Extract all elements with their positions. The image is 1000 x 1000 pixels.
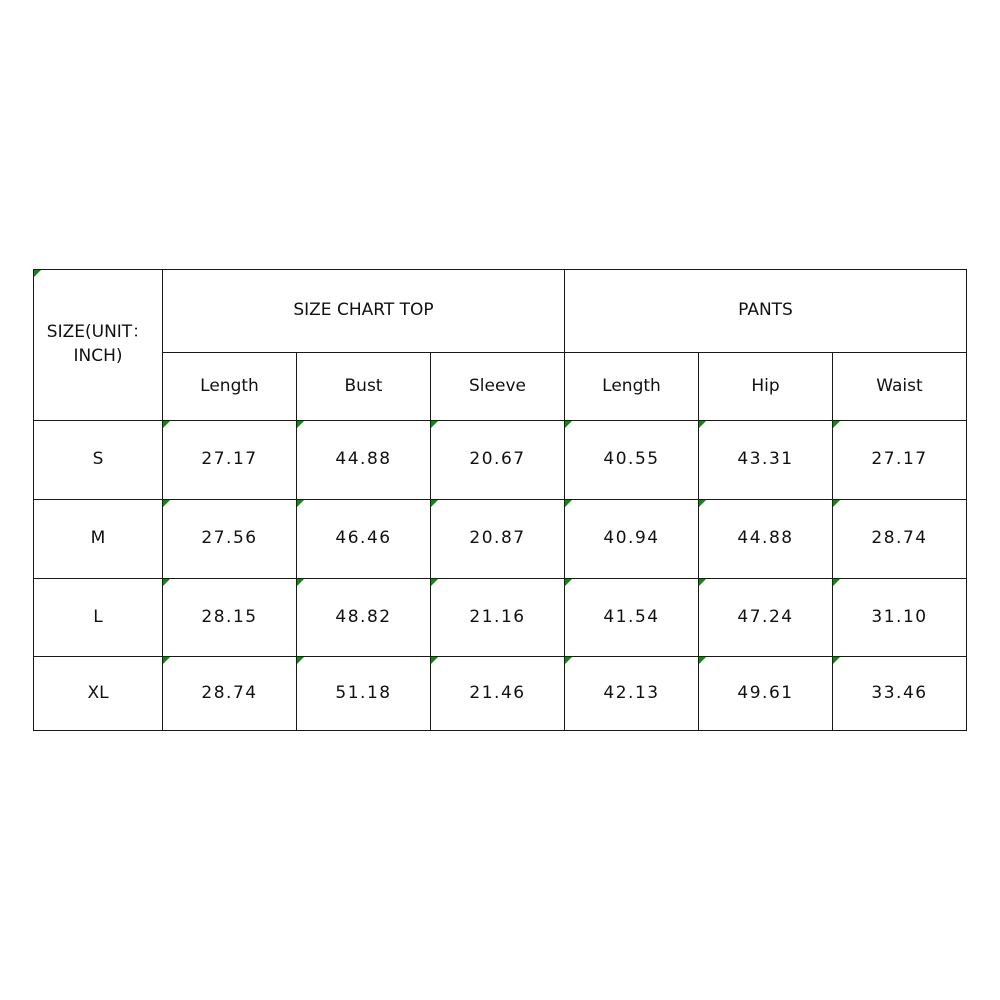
- pants-group-header: PANTS: [565, 270, 967, 353]
- table-cell: 44.88: [297, 421, 431, 500]
- table-cell: 49.61: [699, 657, 833, 731]
- table-cell: 44.88: [699, 500, 833, 579]
- table-row: [34, 500, 967, 579]
- size-unit-header: SIZE(UNIT：INCH): [34, 270, 163, 421]
- table-cell: 20.87: [431, 500, 565, 579]
- table-cell: 21.16: [431, 579, 565, 657]
- size-label: XL: [34, 657, 163, 731]
- table-cell: 43.31: [699, 421, 833, 500]
- table-cell: 21.46: [431, 657, 565, 731]
- size-label: M: [34, 500, 163, 579]
- size-chart-table: [33, 269, 967, 731]
- column-header-waist: Waist: [833, 353, 967, 421]
- table-cell: 47.24: [699, 579, 833, 657]
- table-row: [34, 421, 967, 500]
- table-cell: 27.56: [163, 500, 297, 579]
- table-cell: 27.17: [163, 421, 297, 500]
- table-cell: 28.15: [163, 579, 297, 657]
- table-cell: 31.10: [833, 579, 967, 657]
- column-header-top-length: Length: [163, 353, 297, 421]
- table-row: [34, 657, 967, 731]
- column-header-bust: Bust: [297, 353, 431, 421]
- table-cell: 42.13: [565, 657, 699, 731]
- table-cell: 28.74: [163, 657, 297, 731]
- table-row: [34, 579, 967, 657]
- table-cell: 48.82: [297, 579, 431, 657]
- column-header-pants-length: Length: [565, 353, 699, 421]
- table-cell: 40.55: [565, 421, 699, 500]
- column-header-sleeve: Sleeve: [431, 353, 565, 421]
- column-header-hip: Hip: [699, 353, 833, 421]
- column-header-row: [34, 353, 967, 421]
- group-header-row: [34, 270, 967, 353]
- table-cell: 46.46: [297, 500, 431, 579]
- table-cell: 33.46: [833, 657, 967, 731]
- table-cell: 20.67: [431, 421, 565, 500]
- table-cell: 41.54: [565, 579, 699, 657]
- table-cell: 51.18: [297, 657, 431, 731]
- top-group-header: SIZE CHART TOP: [163, 270, 565, 353]
- table-cell: 40.94: [565, 500, 699, 579]
- size-label: L: [34, 579, 163, 657]
- size-label: S: [34, 421, 163, 500]
- table-cell: 27.17: [833, 421, 967, 500]
- table-cell: 28.74: [833, 500, 967, 579]
